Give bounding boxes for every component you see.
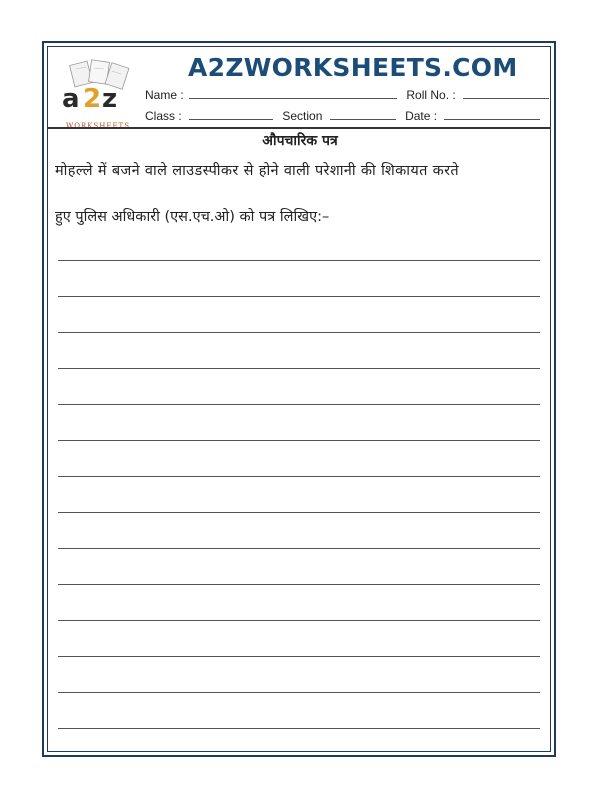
site-title: A2ZWORKSHEETS.COM — [188, 53, 518, 82]
answer-writing-line[interactable] — [58, 692, 540, 693]
name-roll-row — [145, 87, 549, 102]
worksheet-header — [48, 47, 550, 130]
logo-tagline: WORKSHEETS — [66, 122, 131, 130]
answer-writing-line[interactable] — [58, 512, 540, 513]
class-section-date-row — [145, 108, 540, 123]
header-divider — [48, 127, 550, 129]
site-logo — [56, 59, 140, 130]
answer-writing-line[interactable] — [58, 332, 540, 333]
section-label: Section — [282, 109, 323, 123]
question-line-2: हुए पुलिस अधिकारी (एस.एच.ओ) को पत्र लिखिए:– — [55, 209, 330, 225]
name-label: Name : — [145, 88, 184, 102]
logo-graphic-icon — [56, 59, 140, 121]
answer-writing-line[interactable] — [58, 656, 540, 657]
answer-writing-line[interactable] — [58, 548, 540, 549]
answer-writing-line[interactable] — [58, 728, 540, 729]
roll-label: Roll No. : — [406, 88, 456, 102]
class-label: Class : — [145, 109, 182, 123]
name-field[interactable] — [189, 87, 397, 99]
class-field[interactable] — [189, 108, 273, 120]
date-field[interactable] — [444, 108, 540, 120]
answer-writing-line[interactable] — [58, 260, 540, 261]
roll-field[interactable] — [463, 87, 549, 99]
svg-text:a: a — [62, 84, 80, 114]
answer-writing-line[interactable] — [58, 296, 540, 297]
answer-writing-line[interactable] — [58, 584, 540, 585]
svg-text:z: z — [102, 84, 118, 114]
answer-writing-line[interactable] — [58, 368, 540, 369]
date-label: Date : — [405, 109, 438, 123]
answer-writing-line[interactable] — [58, 476, 540, 477]
section-field[interactable] — [330, 108, 396, 120]
page-border-inner — [47, 46, 551, 752]
answer-writing-line[interactable] — [58, 620, 540, 621]
question-line-1: मोहल्ले में बजने वाले लाउडस्पीकर से होने वाली परेशानी की शिकायत करते — [55, 163, 460, 179]
svg-text:2: 2 — [83, 84, 102, 114]
answer-writing-line[interactable] — [58, 440, 540, 441]
answer-writing-line[interactable] — [58, 404, 540, 405]
worksheet-title: औपचारिक पत्र — [262, 133, 338, 149]
